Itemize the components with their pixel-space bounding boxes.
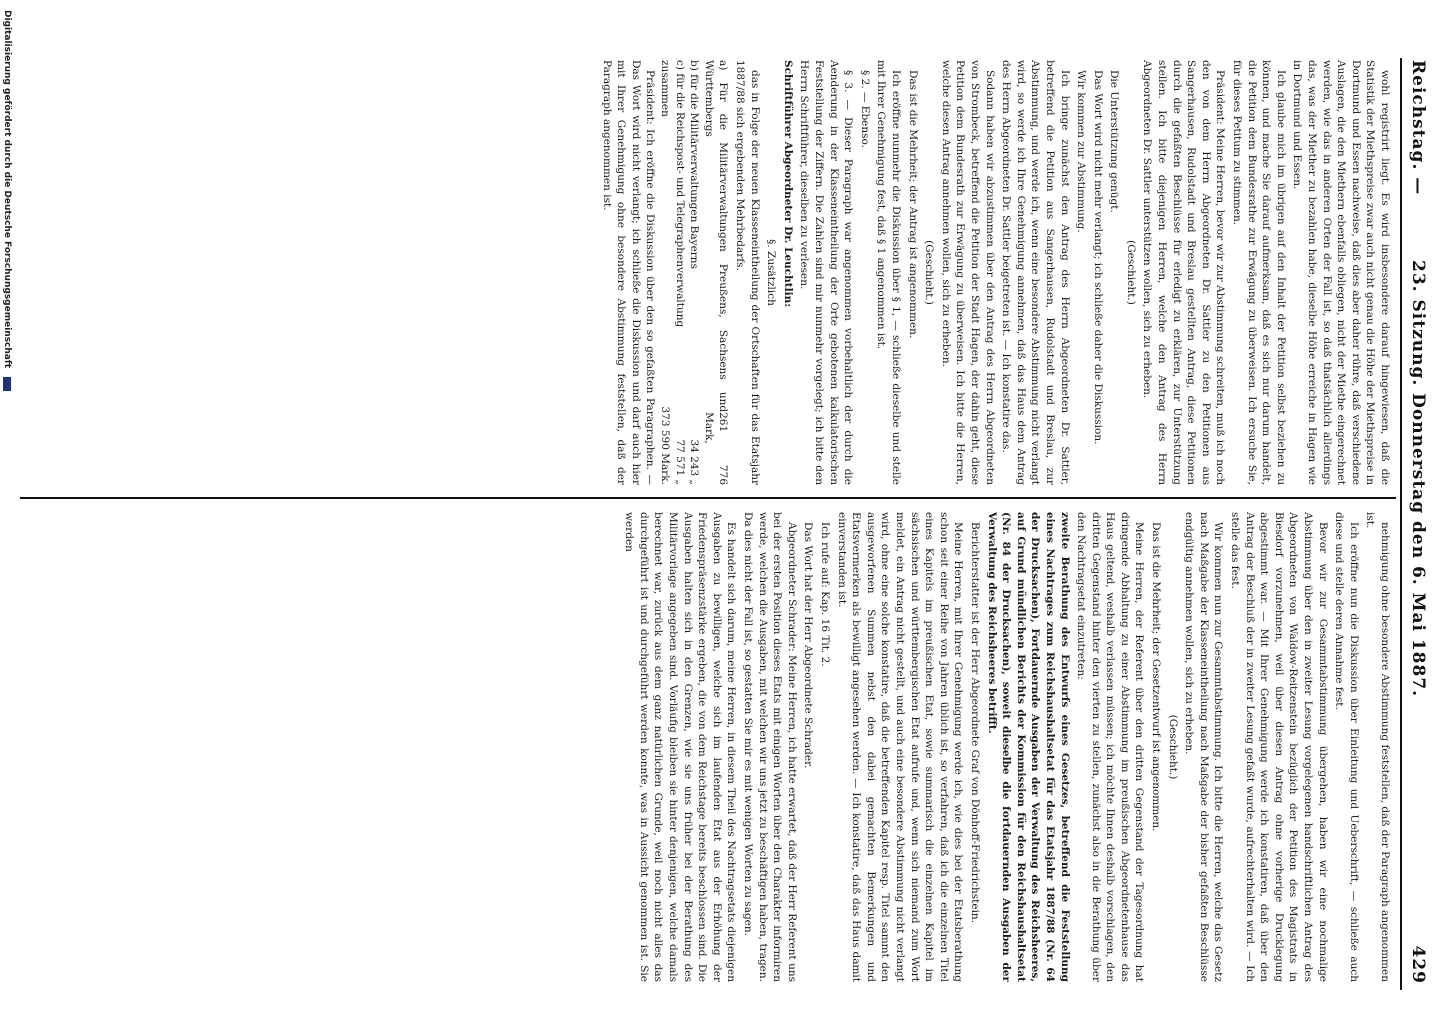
paragraph: Meine Herren, der Referent über den dritten Gegenstand der Tagesordnung hat dringende Abhaltung zu einer Abstimmung im preußischen Abgeordnetenhause das Haus geltend, weshalb verlassen müssen; ich möchte Ihnen deshalb vorschlagen, den dritten Gegenstand hinter den vierten zu stellen, zunächst also in die Berathung über den Nachtragsetat einzutreten: xyxy=(1075,512,1146,982)
table-row xyxy=(701,60,730,485)
paragraph: wohl registrirt liegt. Es wird insbesondere darauf hingewiesen, daß die Statistik der Miethspreise zwar auch nicht genau die Höhe der Miethspreise in Dortmund und Essen nachweise, daß dies aber daher rühre, daß verschiedene Auslagen, die den Miethern ebenfalls obliegen, nicht der Miethe eingerechnet werden, wie das in anderen Orten der Fall ist, so daß thatsächlich allerdings das, was der Miether zu bezahlen habe, dieselbe Höhe erreiche in Hagen wie in Dortmund und Essen. xyxy=(1291,60,1391,485)
stage-direction: §. Zusätzlich xyxy=(765,239,778,306)
header-title: 23. Sitzung. Donnerstag den 6. Mai 1887. xyxy=(1408,260,1428,698)
paragraph: § 3. — Dieser Paragraph war angenommen vorbehaltlich der durch die Aenderung in der Klasseneintheilung der Orte gebotenen kalkulatorischen Feststellung der Ziffern. Die Zahlen sind mir nunmehr vorgelegt; ich bitte den Herrn Schriftführer, dieselben zu verlesen. xyxy=(798,60,855,485)
paragraph: Das Wort wird nicht mehr verlangt; ich schließe daher die Diskussion. xyxy=(1091,70,1104,445)
header-rule xyxy=(1400,58,1402,990)
section-heading: Schriftführer Abgeordneter Dr. Leuchtlin: xyxy=(781,60,794,308)
column-divider xyxy=(20,497,1396,499)
header-left: Reichstag. — xyxy=(1408,60,1428,196)
paragraph: Ich eröffne nun die Diskussion über Einleitung und Ueberschrift, — schließe auch diese und stelle deren Annahme fest. xyxy=(1333,512,1360,982)
paragraph: Präsident: Meine Herren, bevor wir zur Abstimmung schreiten, muß ich noch den von dem Herrn Abgeordneten Dr. Sattler zu den Petitionen aus Sangerhausen, Rudolstadt und Breslau gestellten Antrag, diese Petitionen durch die gefaßten Beschlüsse für erledigt zu erklären, zur Unterstützung stellen. Ich bitte diejenigen Herren, welche den Antrag des Herrn Abgeordneten Dr. Sattler unterstützen wollen, sich zu erheben. xyxy=(1141,60,1227,485)
paragraph: Das ist die Mehrheit; der Gesetzentwurf ist angenommen. xyxy=(1150,522,1163,832)
paragraph: Abgeordneter Schrader: Meine Herren, ich hatte erwartet, daß der Herr Referent uns bei der ersten Position dieses Etats mit einigen Worten über den Charakter informiren werde, welchen die Ausgaben, mit welchen wir uns jetzt zu beschäftigen haben, tragen. Da dies nicht der Fall ist, so gestatten Sie mir es mit wenigen Worten zu sagen. xyxy=(742,512,798,982)
table-row xyxy=(658,60,673,485)
paragraph: das in Folge der neuen Klasseneintheilung der Ortschaften für das Etatsjahr 1887/88 sich ergebenden Mehrbedarfs. xyxy=(734,60,761,485)
paragraph: Präsident: Ich eröffne die Diskussion über den so gefaßten Paragraphen. — Das Wort wird nicht verlangt; ich schließe die Diskussion und darf auch hier mit Ihrer Genehmigung ohne besondere Abstimmung feststellen, daß der Paragraph angenommen ist. xyxy=(600,60,657,485)
paragraph: Ich glaube mich im übrigen auf den Inhalt der Petition selbst beziehen zu können, und mache Sie darauf aufmerksam, daß es sich nur darum handelt, die Petition dem Bundesrathe zur Erwägung zu überweisen. Ich ersuche Sie, für dieses Petitum zu stimmen. xyxy=(1231,60,1287,485)
paragraph: nehmigung ohne besondere Abstimmung feststellen, daß der Paragraph angenommen ist. xyxy=(1364,512,1391,982)
paragraph: Wir kommen zur Abstimmung. xyxy=(1075,70,1088,233)
paragraph: Das Wort hat der Herr Abgeordnete Schrader. xyxy=(802,522,815,769)
paragraph: Sodann haben wir abzustimmen über den Antrag des Herrn Abgeordneten von Strombeck, betreffend die Petition der Stadt Hagen, der dahin geht, diese Petition dem Bundesrath zur Erwägung zu überweisen. Ich bitte die Herren, welche diesen Antrag annehmen wollen, sich zu erheben. xyxy=(939,60,996,485)
right-column xyxy=(620,512,1392,982)
stage-direction: (Geschieht.) xyxy=(1166,714,1179,780)
dfg-logo-icon xyxy=(4,377,12,391)
paragraph: Berichterstatter ist der Herr Abgeordnete Graf von Dönhoff-Friedrichstein. xyxy=(968,522,981,924)
row-value: 34 243 „ xyxy=(688,439,701,485)
paragraph: Ich rufe auf: Kap. 16 Tit. 2. xyxy=(819,522,832,667)
section-heading: zweite Berathung des Entwurfs eines Gesetzes, betreffend die Feststellung eines Nachtrages zum Reichshaushaltsetat für das Etatsjahr 1887/88 (Nr. 64 der Drucksachen), Fortdauernde Ausgaben der Verwaltung des Reichsheeres, auf Grund mündlichen Berichts der Kommission für den Reichshaushaltsetat (Nr. 84 der Drucksachen), soweit dieselbe die fortdauernden Ausgaben der Verwaltung des Reichsheeres betrifft. xyxy=(985,512,1071,982)
left-column xyxy=(597,60,1392,485)
table-row xyxy=(687,60,702,485)
row-label: zusammen xyxy=(659,60,672,117)
paragraph: Wir kommen nun zur Gesammtabstimmung. Ich bitte die Herren, welche das Gesetz nach Maßgabe der Klasseneintheilung nach Maßgabe der bisher gefaßten Beschlüsse endgültig annehmen wollen, sich zu erheben. xyxy=(1183,512,1225,982)
paragraph: § 2. — Ebenso. xyxy=(858,70,871,149)
paragraph: Es handelt sich darum, meine Herren, in diesem Theil des Nachtragsetats diejenigen Ausgaben zu bewilligen, welche sich im laufenden Etat aus der Erhöhung der Friedenspräsenzstärke ergeben, die von dem Reichstage bereits beschlossen sind. Die Ausgaben halten sich in den Grenzen, wie sie uns früher bei der Berathung des Militärvorlage angegeben sind. Vorläufig bleiben sie hinter denjenigen, welche damals berechnet war, zurück aus dem ganz natürlichen Grunde, weil noch nicht alles das durchgeführt ist und durchgeführt werden konnte, was in Aussicht genommen ist. Sie werden xyxy=(623,512,738,982)
paragraph: Ich eröffne nunmehr die Diskussion über § 1, — schließe dieselbe und stelle mit Ihrer Genehmigung fest, daß § 1 angenommen ist. xyxy=(875,60,902,485)
row-label: a) Für die Militärverwaltungen Preußens, Sachsens und Württembergs xyxy=(702,60,730,413)
paragraph: Bevor wir zur Gesammtabstimmung übergehen, haben wir eine nochmalige Abstimmung über den in zweiter Lesung vorgelegenen handschriftlichen Antrag des Abgeordneten von Waldow-Reitzenstein bezüglich der Petition des Magistrats in Biesdorf vorzunehmen, weil über diesen Antrag ohne vorherige Drucklegung abgestimmt war. — Mit Ihrer Genehmigung werde ich konstatiren, daß über den Antrag der Beschluß der in zweiter Lesung gefaßt wurde, aufrechterhalten wird. — Ich stelle das fest. xyxy=(1229,512,1329,982)
row-value: 373 590 Mark. xyxy=(659,406,672,485)
row-label: b) für die Militärverwaltungen Bayerns xyxy=(688,60,701,269)
paragraph: Das ist die Mehrheit; der Antrag ist angenommen. xyxy=(906,70,919,339)
row-value: 77 571 „ xyxy=(673,439,686,485)
table-row xyxy=(672,60,687,485)
page-number: 429 xyxy=(1408,945,1428,984)
stage-direction: (Geschieht.) xyxy=(923,240,936,305)
footer xyxy=(0,0,12,1010)
row-label: c) für die Reichspost- und Telegraphenverwaltung xyxy=(673,60,686,328)
stage-direction: (Geschieht.) xyxy=(1124,240,1137,305)
footer-text: Digitalisierung gefördert durch die Deutsche Forschungsgemeinschaft xyxy=(2,10,12,369)
paragraph: Meine Herren, mit Ihrer Genehmigung werde ich, wie dies bei der Etatsberathung schon seit einer Reihe von Jahren üblich ist, so verfahren, daß ich die einzelnen Titel eines Kapitels im preußischen Etat, sowie summarisch die einzelnen Kapitel im sächsischen und württembergischen Etat aufrufe und, wenn sich niemand zum Wort meldet, ein Antrag nicht gestellt, und auch eine besondere Abstimmung nicht verlangt wird, ohne eine solche konstatire, daß die betreffenden Kapitel resp. Titel sammt den ausgeworfenen Summen nebst den dabei gemachten Bemerkungen und Etatsvermerken als bewilligt angesehen werden. — Ich konstatire, daß das Haus damit einverstanden ist. xyxy=(835,512,965,982)
paragraph: Die Unterstützung genügt. xyxy=(1108,70,1121,213)
paragraph: Ich bringe zunächst den Antrag des Herrn Abgeordneten Dr. Sattler, betreffend die Petition aus Sangerhausen, Rudolstadt und Breslau, zur Abstimmung, und werde ich, wenn eine besondere Abstimmung nicht verlangt wird, so werde ich Ihre Genehmigung annehmen, daß das Haus dem Antrag des Herrn Abgeordneten Dr. Sattler beigetreten ist. — Ich konstatire das. xyxy=(1000,60,1071,485)
row-value: 261 776 Mark, xyxy=(702,412,730,485)
